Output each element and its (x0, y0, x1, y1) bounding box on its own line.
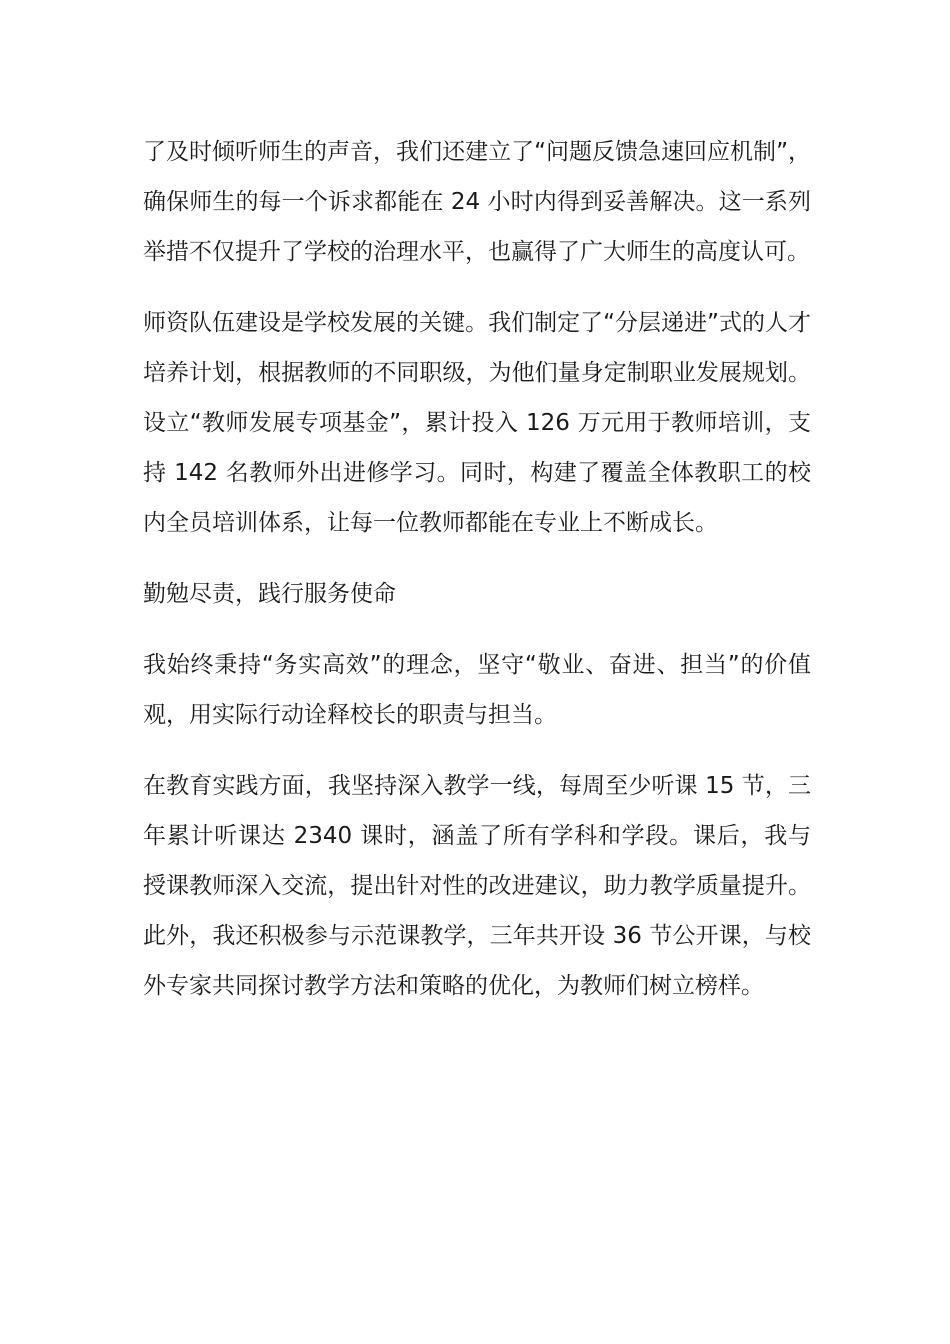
paragraph-teaching-practice: 在教育实践方面，我坚持深入教学一线，每周至少听课 15 节，三年累计听课达 2340 课时，涵盖了所有学科和学段。课后，我与授课教师深入交流，提出针对性的改进建议，助力教学质量提升。此外，我还积极参与示范课教学，三年共开设 36 节公开课，与校外专家共同探讨教学方法和策略的优化，为教师们树立榜样。 (143, 773, 811, 999)
paragraph-philosophy: 我始终秉持“务实高效”的理念，坚守“敬业、奋进、担当”的价值观，用实际行动诠释校长的职责与担当。 (143, 652, 811, 728)
section-heading: 勤勉尽责，践行服务使命 (143, 581, 396, 607)
paragraph-governance: 了及时倾听师生的声音，我们还建立了“问题反馈急速回应机制”，确保师生的每一个诉求都能在 24 小时内得到妥善解决。这一系列举措不仅提升了学校的治理水平，也赢得了广大师生的高度认可。 (143, 139, 811, 265)
document-body (143, 127, 811, 1032)
paragraph-teacher-development: 师资队伍建设是学校发展的关键。我们制定了“分层递进”式的人才培养计划，根据教师的不同职级，为他们量身定制职业发展规划。设立“教师发展专项基金”，累计投入 126 万元用于教师培训，支持 142 名教师外出进修学习。同时，构建了覆盖全体教职工的校内全员培训体系，让每一位教师都能在专业上不断成长。 (143, 310, 811, 536)
